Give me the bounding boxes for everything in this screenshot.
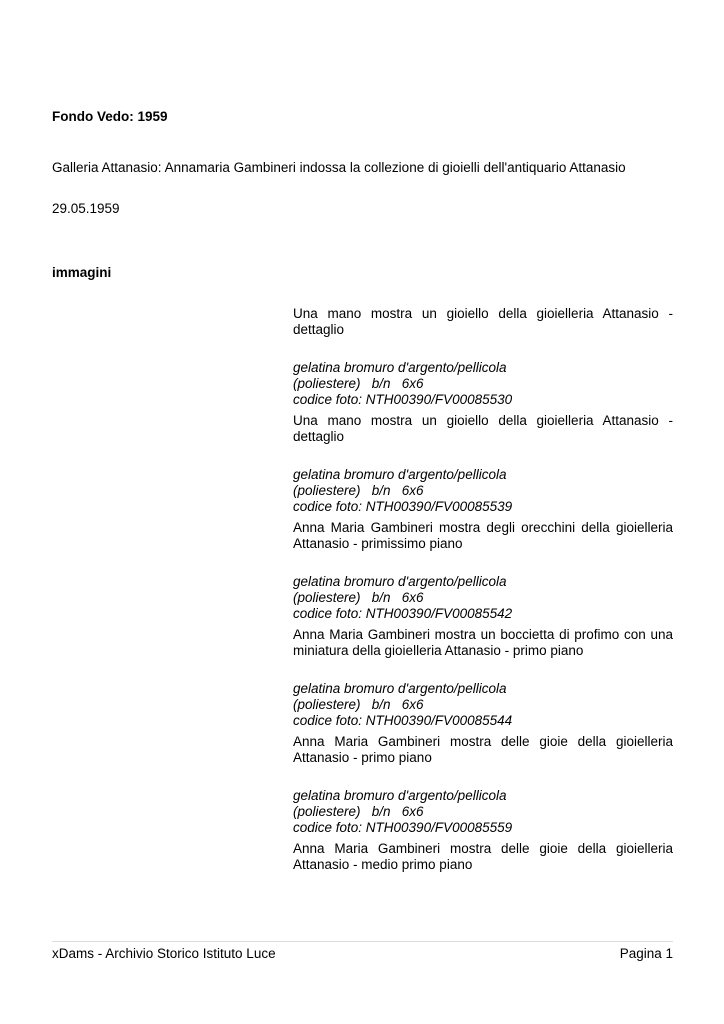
image-meta <box>293 360 673 408</box>
fondo-title: Fondo Vedo: 1959 <box>52 109 168 124</box>
footer-page-number: Pagina 1 <box>619 946 673 961</box>
footer-archive-name: xDams - Archivio Storico Istituto Luce <box>52 946 276 961</box>
image-title: Una mano mostra un gioiello della gioielleria Attanasio - dettaglio <box>293 306 673 337</box>
image-title: Una mano mostra un gioiello della gioielleria Attanasio - dettaglio <box>293 413 673 444</box>
images-section-title: immagini <box>52 265 112 280</box>
image-code: codice foto: NTH00390/FV00085530 <box>293 392 513 407</box>
image-code: codice foto: NTH00390/FV00085544 <box>293 713 513 728</box>
image-support: (poliestere) b/n 6x6 <box>293 697 424 712</box>
image-support: (poliestere) b/n 6x6 <box>293 483 424 498</box>
image-title: Anna Maria Gambineri mostra delle gioie della gioielleria Attanasio - medio primo piano <box>293 841 673 872</box>
image-entry <box>293 734 673 836</box>
image-meta <box>293 788 673 836</box>
image-material: gelatina bromuro d'argento/pellicola <box>293 788 507 803</box>
image-title: Anna Maria Gambineri mostra degli orecchini della gioielleria Attanasio - primissimo piano <box>293 520 673 551</box>
footer-divider <box>52 941 673 942</box>
image-support: (poliestere) b/n 6x6 <box>293 376 424 391</box>
record-date: 29.05.1959 <box>52 201 120 216</box>
image-entry <box>293 413 673 515</box>
image-code: codice foto: NTH00390/FV00085539 <box>293 499 513 514</box>
image-entry <box>293 627 673 729</box>
image-entry <box>293 306 673 408</box>
image-support: (poliestere) b/n 6x6 <box>293 804 424 819</box>
image-code: codice foto: NTH00390/FV00085542 <box>293 606 513 621</box>
image-material: gelatina bromuro d'argento/pellicola <box>293 574 507 589</box>
image-material: gelatina bromuro d'argento/pellicola <box>293 467 507 482</box>
image-meta <box>293 467 673 515</box>
image-meta <box>293 681 673 729</box>
image-entry <box>293 520 673 622</box>
image-material: gelatina bromuro d'argento/pellicola <box>293 681 507 696</box>
image-material: gelatina bromuro d'argento/pellicola <box>293 360 507 375</box>
image-support: (poliestere) b/n 6x6 <box>293 590 424 605</box>
image-title: Anna Maria Gambineri mostra un boccietta di profimo con una miniatura della gioielleria Attanasio - primo piano <box>293 627 673 658</box>
image-code: codice foto: NTH00390/FV00085559 <box>293 820 513 835</box>
record-description: Galleria Attanasio: Annamaria Gambineri indossa la collezione di gioielli dell'antiquario Attanasio <box>52 160 626 175</box>
image-meta <box>293 574 673 622</box>
image-title: Anna Maria Gambineri mostra delle gioie della gioielleria Attanasio - primo piano <box>293 734 673 765</box>
images-list <box>293 306 673 873</box>
image-entry <box>293 841 673 873</box>
